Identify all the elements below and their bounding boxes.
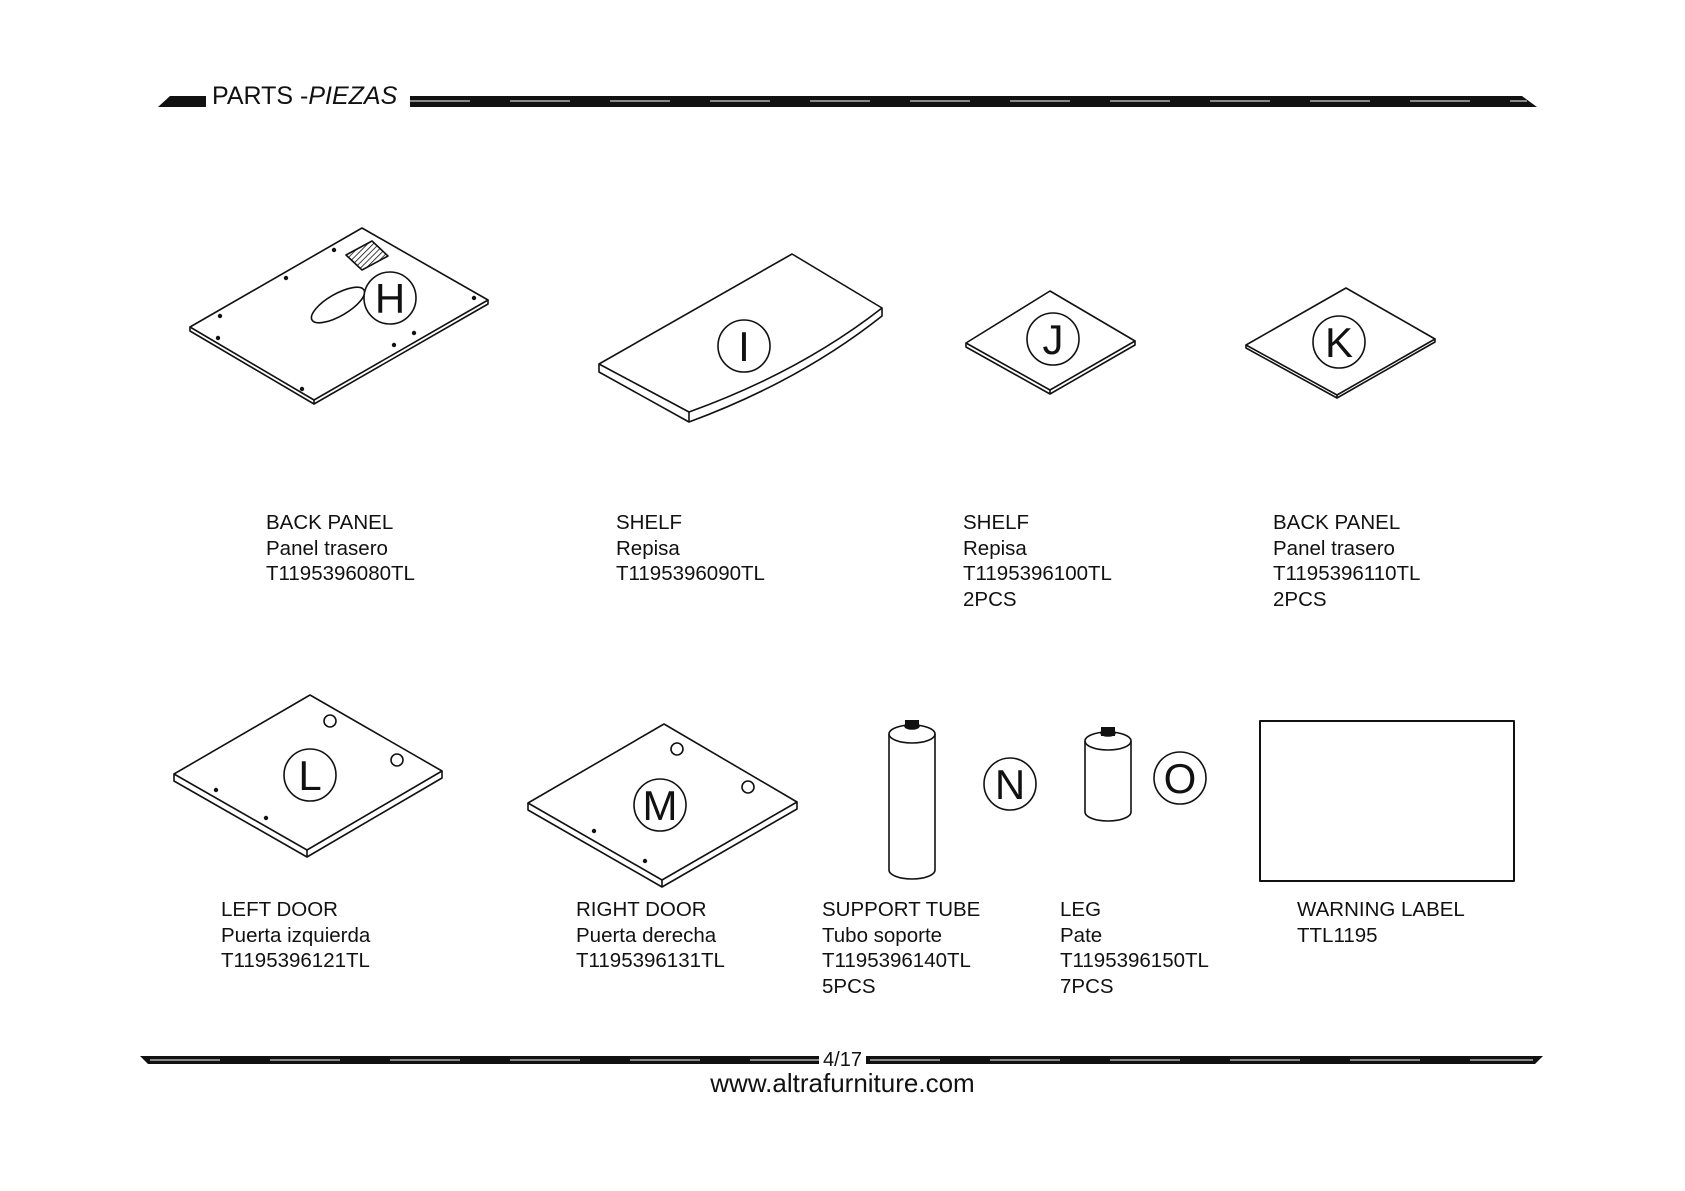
part-label-n bbox=[822, 897, 980, 999]
warning-label-drawing bbox=[1260, 721, 1514, 881]
part-quantity: 2PCS bbox=[1273, 587, 1327, 611]
part-code: T1195396131TL bbox=[576, 949, 725, 972]
part-code: T1195396140TL bbox=[822, 949, 971, 972]
part-name: WARNING LABEL bbox=[1297, 898, 1465, 921]
website-link[interactable]: www.altrafurniture.com bbox=[710, 1068, 975, 1098]
part-letter: I bbox=[738, 323, 750, 370]
page-title bbox=[212, 82, 397, 111]
part-name-spanish: Puerta derecha bbox=[576, 923, 717, 947]
part-quantity: 2PCS bbox=[963, 587, 1017, 611]
part-code: T1195396090TL bbox=[616, 562, 765, 585]
page-number: 4/17 bbox=[0, 1049, 1685, 1072]
part-code: T1195396121TL bbox=[221, 949, 370, 972]
part-code: T1195396150TL bbox=[1060, 949, 1209, 972]
part-label-j bbox=[963, 510, 1112, 612]
part-code: T1195396080TL bbox=[266, 562, 415, 585]
part-name-spanish: Pate bbox=[1060, 923, 1103, 947]
part-n-drawing bbox=[889, 720, 935, 879]
title-english: PARTS - bbox=[212, 82, 309, 110]
part-code: T1195396110TL bbox=[1273, 562, 1421, 585]
part-name-spanish: Puerta izquierda bbox=[221, 923, 371, 947]
part-label-warning bbox=[1297, 897, 1465, 948]
part-label-m bbox=[576, 897, 725, 974]
part-code: TTL1195 bbox=[1297, 923, 1378, 947]
part-name-spanish: Repisa bbox=[963, 536, 1027, 560]
part-code: T1195396100TL bbox=[963, 562, 1112, 585]
part-name-spanish: Panel trasero bbox=[1273, 536, 1395, 560]
part-name: RIGHT DOOR bbox=[576, 898, 707, 921]
part-name-spanish: Tubo soporte bbox=[822, 923, 943, 947]
part-letter: M bbox=[642, 782, 678, 829]
part-label-h bbox=[266, 510, 415, 587]
part-label-i bbox=[616, 510, 765, 587]
part-o-drawing bbox=[1085, 727, 1131, 821]
part-letter: N bbox=[994, 761, 1026, 808]
part-name-spanish: Repisa bbox=[616, 536, 680, 560]
part-name: SUPPORT TUBE bbox=[822, 898, 981, 921]
part-name: BACK PANEL bbox=[266, 511, 394, 534]
part-name: LEFT DOOR bbox=[221, 898, 338, 921]
part-label-l bbox=[221, 897, 370, 974]
part-letter: H bbox=[374, 275, 406, 322]
part-name: BACK PANEL bbox=[1273, 511, 1401, 534]
part-letter: O bbox=[1163, 755, 1197, 802]
part-name: LEG bbox=[1060, 898, 1102, 921]
part-name: SHELF bbox=[616, 511, 683, 534]
part-letter: L bbox=[298, 752, 322, 799]
title-spanish: PIEZAS bbox=[308, 82, 398, 110]
part-letter: K bbox=[1324, 319, 1354, 366]
part-quantity: 5PCS bbox=[822, 974, 876, 998]
part-label-o bbox=[1060, 897, 1209, 999]
part-name: SHELF bbox=[963, 511, 1030, 534]
part-letter: J bbox=[1042, 316, 1064, 363]
part-name-spanish: Panel trasero bbox=[266, 536, 388, 560]
part-quantity: 7PCS bbox=[1060, 974, 1114, 998]
part-label-k bbox=[1273, 510, 1420, 612]
part-h-drawing bbox=[190, 228, 488, 404]
